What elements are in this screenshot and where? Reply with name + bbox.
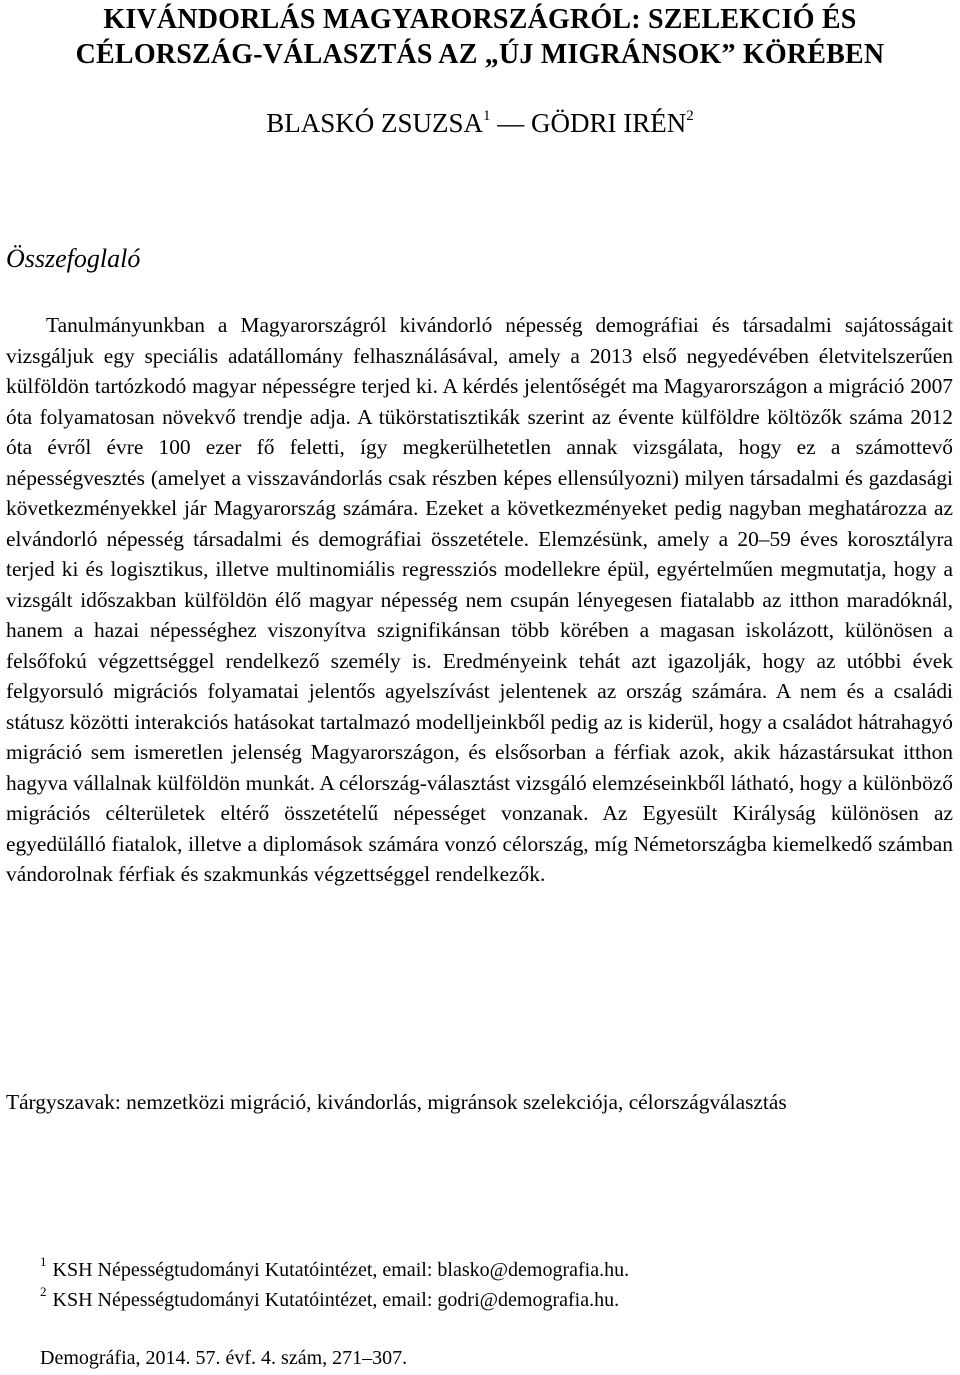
author-line — [0, 106, 960, 140]
article-title-line-2: CÉLORSZÁG-VÁLASZTÁS AZ „ÚJ MIGRÁNSOK” KÖRÉBEN — [75, 39, 885, 70]
author-1-footnote-mark: 1 — [483, 108, 491, 124]
footnote-1 — [40, 1255, 629, 1285]
author-1-name: BLASKÓ ZSUZSA — [266, 108, 484, 138]
abstract-body: Tanulmányunkban a Magyarországról kivándorló népesség demográfiai és társadalmi sajátosságait vizsgáljuk egy speciális adatállomány felhasználásával, amely a 2013 első negyedévében életvitelszerűen külföldön tartózkodó magyar népességre terjed ki. A kérdés jelentőségét ma Magyarországon a migráció 2007 óta folyamatosan növekvő trendje adja. A tükörstatisztikák szerint az évente külföldre költözők száma 2012 óta évről évre 100 ezer fő feletti, így megkerülhetetlen annak vizsgálata, hogy ez a számottevő népességvesztés (amelyet a visszavándorlás csak részben képes ellensúlyozni) milyen társadalmi és gazdasági következményekkel jár Magyarország számára. Ezeket a következményeket pedig nagyban meghatározza az elvándorló népesség társadalmi és demográfiai összetétele. Elemzésünk, amely a 20–59 éves korosztályra terjed ki és logisztikus, illetve multinomiális regressziós modellekre épül, egyértelműen megmutatja, hogy a vizsgált időszakban külföldön élő magyar népesség nem csupán lényegesen fiatalabb az itthon maradóknál, hanem a hazai népességhez viszonyítva szignifikánsan több körében a magasan iskolázott, különösen a felsőfokú végzettséggel rendelkező személy is. Eredményeink tehát azt igazolják, hogy az utóbbi évek felgyorsuló migrációs folyamatai jelentős agyelszívást jelentenek az ország számára. A nem és a családi státusz közötti interakciós hatásokat tartalmazó modelljeinkből pedig az is kiderül, hogy a családot hátrahagyó migráció sem ismeretlen jelenség Magyarországon, és elsősorban a férfiak azok, akik házastársukat itthon hagyva vállalnak külföldön munkát. A célország-választást vizsgáló elemzéseinkből látható, hogy a különböző migrációs célterületek eltérő összetételű népességet vonzanak. Az Egyesült Királyság különösen az egyedülálló fiatalok, illetve a diplomások számára vonzó célország, míg Németországba kiemelkedő számban vándorolnak férfiak és szakmunkás végzettséggel rendelkezők. — [6, 313, 953, 886]
author-separator: — — [497, 108, 525, 138]
footnote-2-mark: 2 — [40, 1284, 47, 1299]
footnote-1-mark: 1 — [40, 1254, 47, 1269]
footnote-1-text: KSH Népességtudományi Kutatóintézet, email: blasko@demografia.hu. — [52, 1259, 630, 1281]
abstract-heading: Összefoglaló — [6, 244, 141, 273]
keywords: Tárgyszavak: nemzetközi migráció, kivándorlás, migránsok szelekciója, célországválasztás — [6, 1090, 787, 1114]
footnote-2-text: KSH Népességtudományi Kutatóintézet, email: godri@demografia.hu. — [52, 1289, 620, 1311]
article-title — [0, 2, 960, 72]
author-2-footnote-mark: 2 — [686, 108, 694, 124]
journal-citation: Demográfia, 2014. 57. évf. 4. szám, 271–307. — [40, 1347, 408, 1369]
author-2-name: GÖDRI IRÉN — [531, 108, 687, 138]
footnote-2 — [40, 1285, 629, 1315]
footnotes — [40, 1255, 629, 1315]
article-title-line-1: KIVÁNDORLÁS MAGYARORSZÁGRÓL: SZELEKCIÓ ÉS — [103, 4, 857, 35]
